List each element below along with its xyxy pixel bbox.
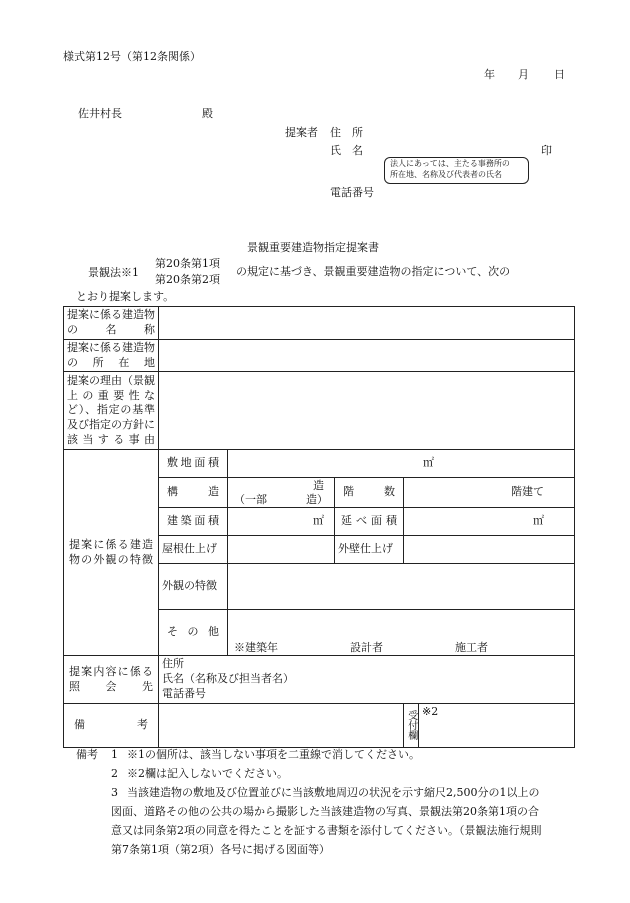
reception-label: 受付欄	[404, 703, 419, 747]
proposer-name-label: 氏 名	[330, 144, 363, 157]
note-1-number: 1	[111, 748, 118, 761]
building-area-label: 建築面積	[159, 508, 228, 536]
total-floor-area-field[interactable]	[404, 508, 575, 536]
corporate-note-line1: 法人にあっては、主たる事務所の	[390, 159, 510, 168]
building-name-field[interactable]	[159, 307, 575, 340]
note-3-line4: 第7条第1項（第2項）各号に掲げる図面等）	[111, 843, 330, 856]
wall-label: 外壁仕上げ	[335, 536, 404, 564]
proposer-label: 提案者	[285, 126, 318, 139]
floors-label: 階数	[335, 478, 404, 508]
contact-address-label: 住所	[162, 657, 184, 671]
corporate-note-line2: 所在地、名称及び代表者の氏名	[390, 170, 502, 179]
date-month: 月	[518, 68, 529, 81]
year-built-label: ※建築年	[234, 641, 278, 655]
floors-field[interactable]	[404, 478, 575, 508]
date-day: 日	[554, 68, 565, 81]
reason-field[interactable]	[159, 372, 575, 450]
building-location-label: 提案に係る建造物の所在地	[64, 339, 159, 372]
other-label: その他	[159, 610, 228, 656]
addressee-honorific: 殿	[202, 107, 213, 120]
seal-mark: 印	[541, 144, 552, 157]
note-3-line1: 当該建造物の敷地及び位置並びに当該敷地周辺の状況を示す縮尺2,500分の1以上の	[127, 786, 540, 799]
building-name-label: 提案に係る建造物の名称	[64, 307, 159, 340]
roof-field[interactable]	[228, 536, 335, 564]
building-area-field[interactable]	[228, 508, 335, 536]
intro-text-1: の規定に基づき、景観重要建造物の指定について、次の	[236, 265, 511, 278]
proposal-table	[63, 306, 575, 748]
remarks-field[interactable]	[159, 703, 404, 747]
note-3-line2: 図面、道路その他の公共の場から撮影した当該建造物の写真、景観法第20条第1項の合	[111, 805, 539, 818]
site-area-unit: ㎡	[423, 456, 434, 470]
note-3-number: 3	[111, 786, 118, 799]
structure-field[interactable]	[228, 478, 335, 508]
appearance-label: 外観の特徴	[159, 564, 228, 610]
other-field[interactable]	[228, 610, 575, 656]
reason-label: 提案の理由（景観上の重要性など）、指定の基準及び指定の方針に該当する事由	[64, 372, 159, 450]
intro-article-2: 第20条第2項	[155, 273, 220, 286]
structure-zou-paren: 造）	[306, 493, 328, 507]
features-label: 提案に係る建造物の外観の特徴	[64, 450, 159, 656]
wall-field[interactable]	[404, 536, 575, 564]
total-floor-area-unit: ㎡	[533, 514, 544, 528]
proposer-phone-label: 電話番号	[330, 186, 374, 199]
roof-label: 屋根仕上げ	[159, 536, 228, 564]
contact-label: 提案内容に係る照会先	[64, 656, 159, 704]
structure-label: 構造	[159, 478, 228, 508]
site-area-field[interactable]	[228, 450, 575, 478]
note-2-number: 2	[111, 767, 118, 780]
document-title: 景観重要建造物指定提案書	[247, 241, 379, 254]
intro-article-1: 第20条第1項	[155, 257, 220, 270]
note-3-line3: 意又は同条第2項の同意を得たことを証する書類を添付してください。（景観法施行規則	[111, 824, 542, 837]
contact-field[interactable]	[159, 656, 575, 704]
contact-name-label: 氏名（名称及び担当者名）	[162, 672, 294, 686]
form-number: 様式第12号（第12条関係）	[63, 50, 201, 63]
note-2-text: ※2欄は記入しないでください。	[127, 767, 288, 780]
appearance-field[interactable]	[228, 564, 575, 610]
building-area-unit: ㎡	[313, 514, 324, 528]
structure-partial: （一部	[234, 493, 267, 507]
intro-law: 景観法※1	[88, 266, 139, 279]
designer-label: 設計者	[350, 641, 383, 655]
floors-unit: 階建て	[511, 485, 544, 499]
structure-zou: 造	[313, 479, 324, 493]
proposer-address-label: 住 所	[330, 126, 363, 139]
date-year: 年	[484, 68, 495, 81]
reception-field	[419, 703, 575, 747]
note-1-text: ※1の個所は、該当しない事項を二重線で消してください。	[127, 748, 420, 761]
total-floor-area-label: 延べ面積	[335, 508, 404, 536]
notes-heading: 備考	[76, 748, 98, 761]
addressee-name: 佐井村長	[78, 107, 122, 120]
note2-mark: ※2	[422, 704, 439, 718]
site-area-label: 敷地面積	[159, 450, 228, 478]
contact-phone-label: 電話番号	[162, 687, 206, 701]
building-location-field[interactable]	[159, 339, 575, 372]
builder-label: 施工者	[455, 641, 488, 655]
intro-text-2: とおり提案します。	[76, 290, 175, 303]
remarks-label: 備考	[64, 703, 159, 747]
